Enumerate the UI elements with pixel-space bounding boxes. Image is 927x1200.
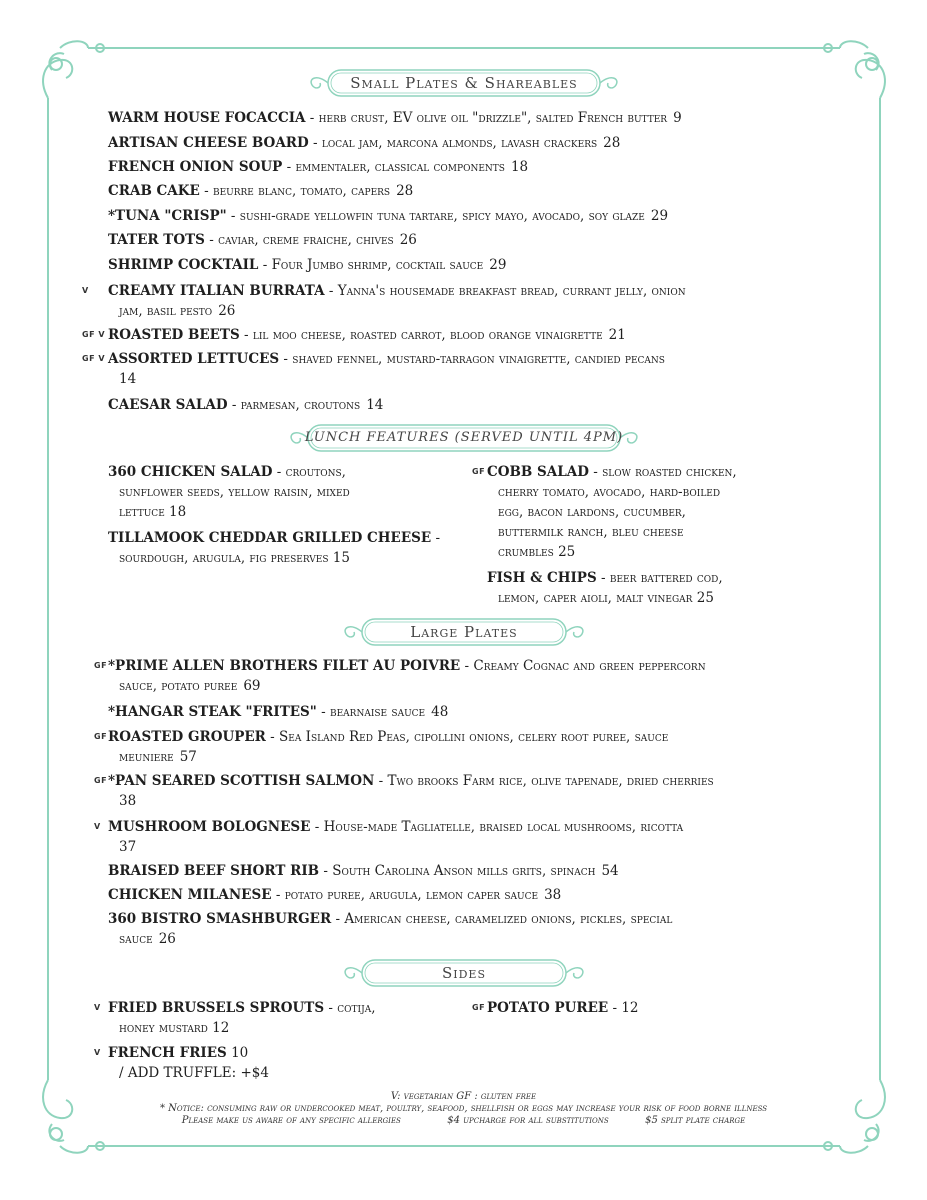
item-separator: - [282, 159, 296, 175]
item-price: 18 [510, 159, 529, 175]
menu-item [108, 462, 350, 522]
item-name: WARM HOUSE FOCACCIA [108, 110, 306, 126]
item-name: 360 CHICKEN SALAD [108, 464, 273, 480]
item-name: FRENCH FRIES [108, 1045, 227, 1061]
menu-item [108, 230, 828, 250]
item-description-line: egg, bacon lardons, cucumber, [498, 504, 686, 520]
item-description: sushi-grade yellowfin tuna tartare, spicy mayo, avocado, soy glaze [239, 208, 645, 224]
item-separator: - [324, 283, 338, 299]
item-separator: - [226, 208, 240, 224]
footer-upcharge: $4 upcharge for all substitutions [447, 1115, 609, 1126]
item-separator: - [310, 819, 324, 835]
item-description: caviar, creme fraiche, chives [218, 232, 394, 248]
item-description-continued [108, 747, 828, 767]
item-price: 28 [603, 135, 621, 151]
item-name: ASSORTED LETTUCES [108, 351, 280, 367]
dietary-tag: V [94, 1003, 101, 1012]
dietary-tag: V [94, 822, 101, 831]
section-title: Sides [441, 964, 486, 982]
dietary-tag: GF [472, 1003, 486, 1012]
item-name: 360 BISTRO SMASHBURGER [108, 911, 332, 927]
item-price: 38 [119, 793, 137, 809]
item-description: shaved fennel, mustard-tarragon vinaigrette, candied pecans [292, 351, 665, 367]
menu-item [108, 817, 828, 857]
item-description-line: sourdough, arugula, fig preserves 15 [119, 550, 350, 566]
item-name: CHICKEN MILANESE [108, 887, 272, 903]
item-name: POTATO PUREE [487, 1000, 609, 1016]
item-separator: - [588, 464, 603, 480]
item-separator: - [308, 135, 322, 151]
section-banner-sides [340, 958, 588, 988]
item-description: potato puree, arugula, lemon caper sauce [284, 887, 539, 903]
item-separator: - [227, 397, 241, 413]
item-name: BRAISED BEEF SHORT RIB [108, 863, 320, 879]
item-price: 28 [396, 183, 414, 199]
item-name: FISH & CHIPS [487, 570, 597, 586]
item-separator: - [204, 232, 219, 248]
item-name: SHRIMP COCKTAIL [108, 257, 259, 273]
menu-item [108, 349, 828, 389]
item-separator: - [431, 530, 441, 546]
menu-item [108, 108, 828, 128]
menu-item [108, 528, 440, 568]
section-banner-small-plates [306, 68, 622, 98]
item-description: emmentaler, classical components [295, 159, 505, 175]
menu-item [108, 885, 828, 905]
item-price: 26 [399, 232, 417, 248]
item-description: lil moo cheese, roasted carrot, blood orange vinaigrette [252, 327, 603, 343]
menu-item [108, 656, 828, 696]
item-description-line: / ADD TRUFFLE: +$4 [119, 1065, 269, 1081]
item-price: 48 [431, 704, 449, 720]
dietary-tag: GF [94, 661, 108, 670]
item-description: 10 [231, 1045, 249, 1061]
dietary-tag: GF V [82, 354, 106, 363]
item-description: House-made Tagliatelle, braised local mushrooms, ricotta [323, 819, 684, 835]
item-description-line: crumbles 25 [498, 544, 576, 560]
item-description-line2: meuniere [119, 749, 174, 765]
item-description: parmesan, croutons [240, 397, 361, 413]
menu-item [108, 281, 828, 321]
item-name: ROASTED BEETS [108, 327, 240, 343]
item-description: bearnaise sauce [329, 704, 426, 720]
item-description: Sea Island Red Peas, cipollini onions, celery root puree, sauce [279, 729, 669, 745]
item-description-continued [108, 676, 828, 696]
item-description: herb crust, EV olive oil "drizzle", salted French butter [318, 110, 668, 126]
item-price: 29 [650, 208, 669, 224]
item-description-line2: sauce [119, 931, 153, 947]
item-separator: - [596, 570, 610, 586]
section-title: LUNCH FEATURES (SERVED UNTIL 4PM) [304, 430, 624, 445]
menu-item [108, 133, 828, 153]
item-description-continued [108, 837, 828, 857]
item-name: FRIED BRUSSELS SPROUTS [108, 1000, 325, 1016]
footer-notice: * Notice: consuming raw or undercooked meat, poultry, seafood, shellfish or eggs may increase your risk of food borne illness [159, 1103, 768, 1114]
section-title: Small Plates & Shareables [350, 74, 578, 92]
item-description-continued [108, 301, 828, 321]
item-price: 14 [119, 371, 137, 387]
menu-item [108, 909, 828, 949]
item-description-line: sunflower seeds, yellow raisin, mixed [119, 484, 350, 500]
dietary-tag: GF [472, 467, 486, 476]
menu-item [487, 568, 723, 608]
item-description-line: honey mustard 12 [119, 1020, 230, 1036]
item-name: TILLAMOOK CHEDDAR GRILLED CHEESE [108, 530, 432, 546]
item-price: 26 [158, 931, 176, 947]
item-separator: - [319, 863, 333, 879]
item-name: CAESAR SALAD [108, 397, 228, 413]
dietary-tag: V [82, 286, 89, 295]
item-name: *PAN SEARED SCOTTISH SALMON [108, 773, 375, 789]
item-separator: - [258, 257, 272, 273]
item-description: Creamy Cognac and green peppercorn [473, 658, 706, 674]
item-name: CREAMY ITALIAN BURRATA [108, 283, 325, 299]
item-separator: - [199, 183, 213, 199]
item-price: 21 [608, 327, 626, 343]
item-description: 12 [621, 1000, 639, 1016]
menu-item [108, 181, 828, 201]
item-name: MUSHROOM BOLOGNESE [108, 819, 311, 835]
section-banner-large-plates [340, 617, 588, 647]
item-description-line: buttermilk ranch, bleu cheese [498, 524, 684, 540]
item-price: 57 [179, 749, 197, 765]
item-description-line2: sauce, potato puree [119, 678, 238, 694]
item-name: *PRIME ALLEN BROTHERS FILET AU POIVRE [108, 658, 461, 674]
item-separator: - [305, 110, 319, 126]
section-banner-lunch [286, 423, 642, 453]
menu-item [108, 861, 828, 881]
item-name: ARTISAN CHEESE BOARD [108, 135, 309, 151]
item-separator: - [271, 887, 285, 903]
item-separator: - [324, 1000, 338, 1016]
item-separator: - [279, 351, 293, 367]
menu-item [108, 702, 828, 722]
menu-item [108, 771, 828, 811]
menu-item [108, 325, 828, 345]
item-separator: - [374, 773, 388, 789]
menu-item [108, 157, 828, 177]
item-description-line: cherry tomato, avocado, hard-boiled [498, 484, 721, 500]
dietary-tag: GF [94, 776, 108, 785]
item-description-line: lettuce 18 [119, 504, 187, 520]
item-description-continued [108, 369, 828, 389]
menu-item [108, 255, 828, 275]
dietary-tag: GF [94, 732, 108, 741]
item-price: 9 [673, 110, 682, 126]
menu-item [108, 727, 828, 767]
footer-policies [0, 1115, 927, 1127]
item-name: ROASTED GROUPER [108, 729, 266, 745]
menu-item [108, 395, 828, 415]
item-name: CRAB CAKE [108, 183, 200, 199]
item-separator: - [608, 1000, 622, 1016]
item-description-line2: jam, basil pesto [119, 303, 213, 319]
item-separator: - [331, 911, 345, 927]
item-description: South Carolina Anson mills grits, spinach [332, 863, 596, 879]
item-price: 38 [544, 887, 562, 903]
dietary-tag: V [94, 1048, 101, 1057]
item-description: cotija, [337, 1000, 376, 1016]
item-description: beurre blanc, tomato, capers [212, 183, 391, 199]
item-price: 54 [601, 863, 619, 879]
item-description: American cheese, caramelized onions, pickles, special [344, 911, 673, 927]
menu-item [108, 206, 828, 226]
item-description: Yanna's housemade breakfast bread, currant jelly, onion [337, 283, 686, 299]
item-description-continued [108, 791, 828, 811]
menu-item [487, 462, 737, 562]
item-name: COBB SALAD [487, 464, 589, 480]
item-description: Two brooks Farm rice, olive tapenade, dried cherries [387, 773, 714, 789]
item-description: slow roasted chicken, [602, 464, 737, 480]
item-separator: - [316, 704, 330, 720]
item-price: 37 [119, 839, 137, 855]
item-description-line: lemon, caper aioli, malt vinegar 25 [498, 590, 714, 606]
footer-allergies: Please make us aware of any specific allergies [181, 1115, 401, 1126]
item-separator: - [265, 729, 280, 745]
item-description-continued [108, 929, 828, 949]
item-price: 14 [366, 397, 384, 413]
item-description: Four Jumbo shrimp, cocktail sauce [271, 257, 484, 273]
item-name: FRENCH ONION SOUP [108, 159, 283, 175]
dietary-tag: GF V [82, 330, 106, 339]
item-price: 26 [218, 303, 236, 319]
item-name: *TUNA "CRISP" [108, 208, 227, 224]
item-separator: - [239, 327, 253, 343]
menu-item [487, 998, 639, 1018]
item-price: 29 [489, 257, 507, 273]
item-description: local jam, marcona almonds, lavash crackers [321, 135, 598, 151]
footer-split: $5 split plate charge [645, 1115, 746, 1126]
item-separator: - [272, 464, 286, 480]
menu-item [108, 998, 376, 1038]
item-name: TATER TOTS [108, 232, 205, 248]
footer-legend: V: vegetarian GF : gluten free [390, 1091, 537, 1102]
item-separator: - [460, 658, 474, 674]
item-description: croutons, [285, 464, 346, 480]
section-title: Large Plates [410, 623, 518, 641]
menu-item [108, 1043, 269, 1083]
item-description: beer battered cod, [609, 570, 723, 586]
item-name: *HANGAR STEAK "FRITES" [108, 704, 317, 720]
item-price: 69 [243, 678, 261, 694]
